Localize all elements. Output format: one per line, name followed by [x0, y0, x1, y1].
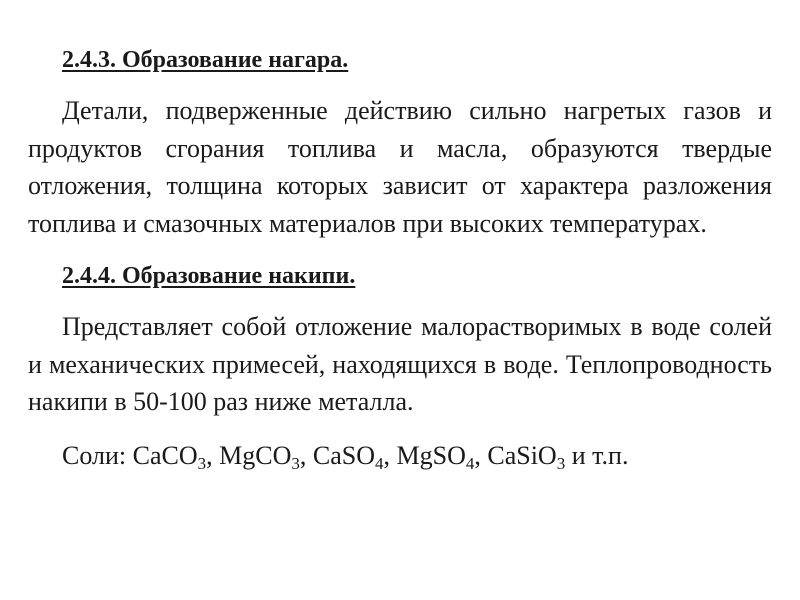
salts-tail: и т.п.	[565, 440, 629, 470]
paragraph-carbon-deposit: Детали, подверженные действию сильно нагретых газов и продуктов сгорания топлива и масла, образуются твердые отложения, толщина которых зависит от характера разложения топлива и смазочных материалов при высоких температурах.	[28, 96, 772, 238]
salts-formula-line: Соли: CaCO$_3$, MgCO$_3$, CaSO$_4$, MgSO$_4$, CaSiO$_3$ и т.п.	[62, 440, 629, 473]
formula-mgco3: MgCO$_3$	[219, 440, 300, 473]
formula-caco3: CaCO$_3$	[132, 440, 207, 473]
formula-casio3: CaSiO$_3$	[487, 440, 566, 473]
slide-content	[28, 40, 772, 474]
formula-mgso4: MgSO$_4$	[396, 440, 475, 473]
salts-label: Соли:	[62, 440, 133, 470]
paragraph-scale-formation: Представляет собой отложение малорастворимых в воде солей и механических примесей, находящихся в воде. Теплопроводность накипи в 50-100 раз ниже металла.	[28, 312, 772, 416]
formula-caso4: CaSO$_4$	[312, 440, 384, 473]
section-heading-scale-formation: 2.4.4. Образование накипи.	[62, 263, 356, 289]
section-heading-carbon-deposit: 2.4.3. Образование нагара.	[62, 47, 349, 73]
